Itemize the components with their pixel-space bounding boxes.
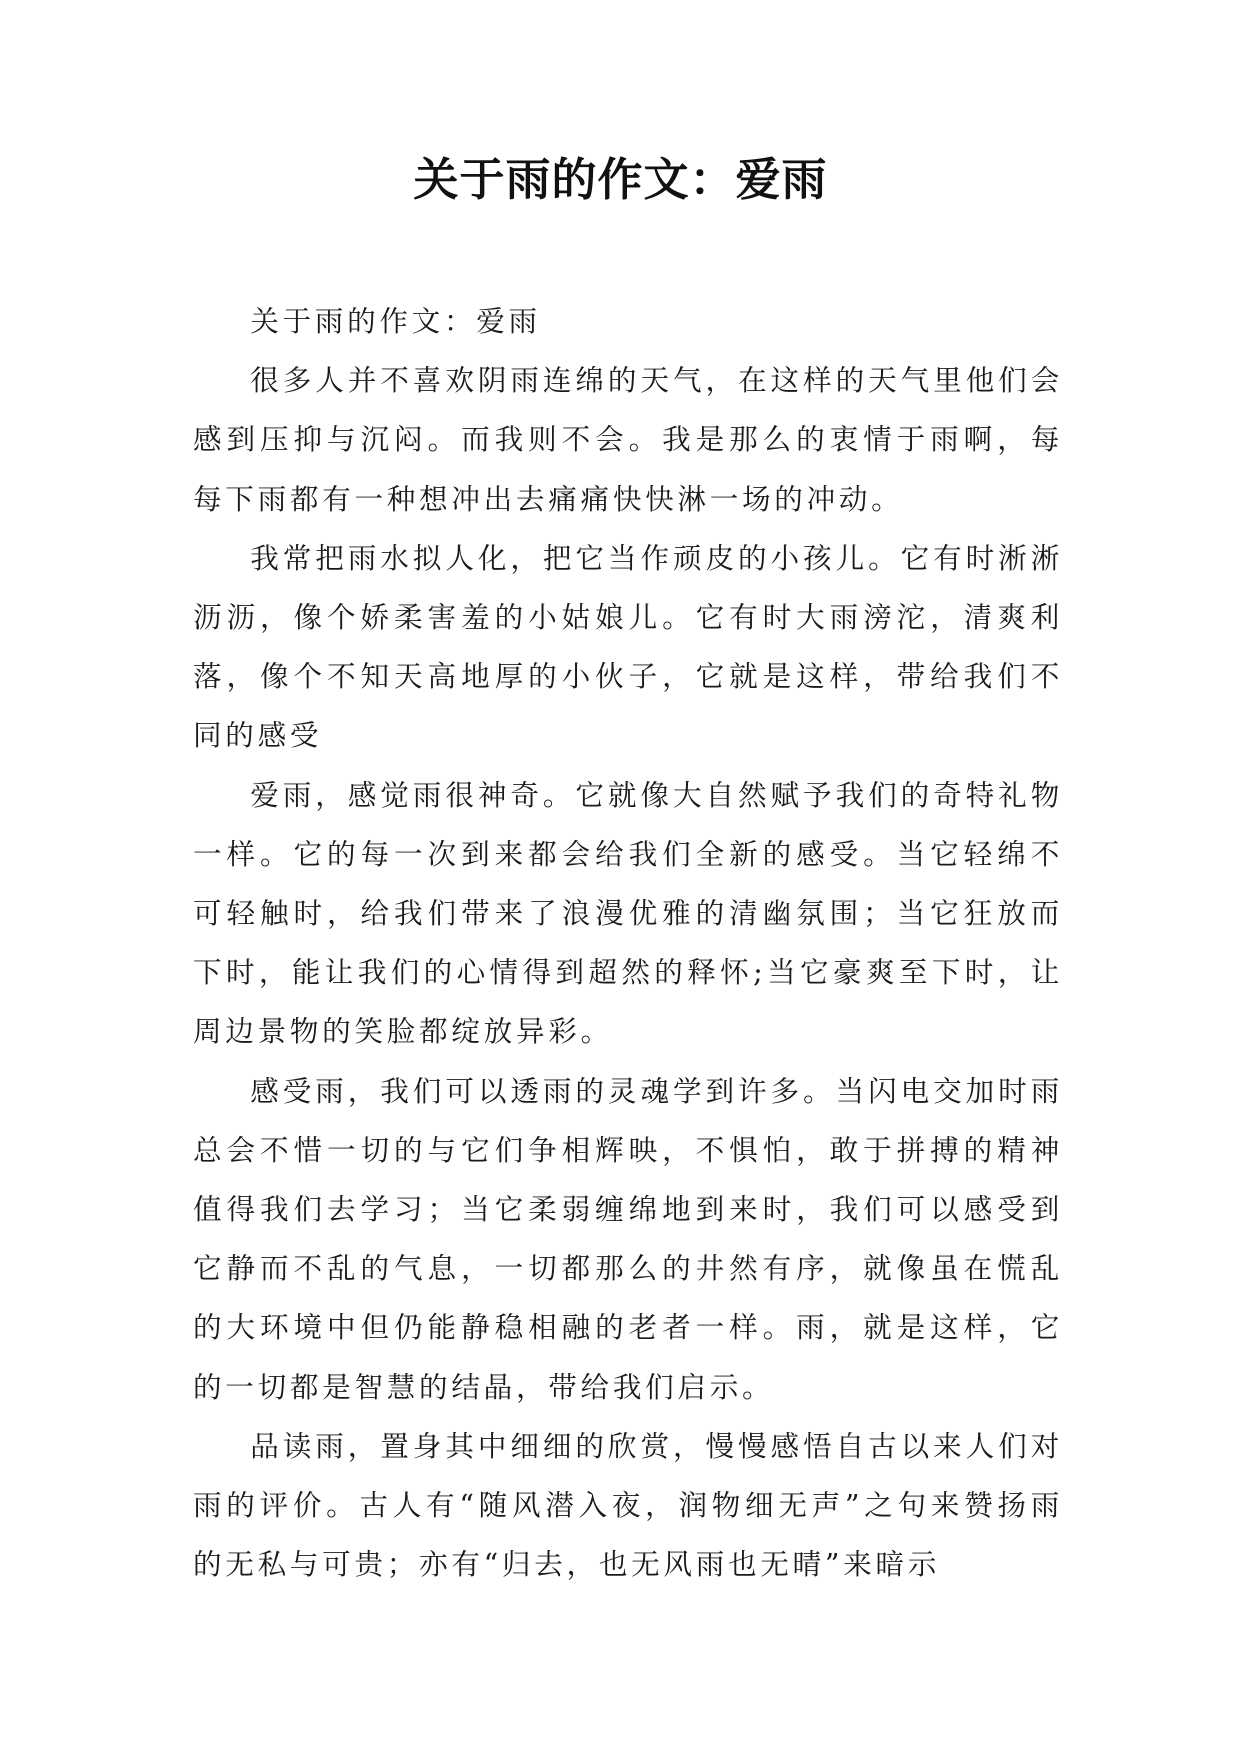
paragraph-feel-rain: 感受雨，我们可以透雨的灵魂学到许多。当闪电交加时雨总会不惜一切的与它们争相辉映，不惧怕，敢于拼搏的精神值得我们去学习；当它柔弱缠绵地到来时，我们可以感受到它静而不乱的气息，一切都那么的井然有序，就像虽在慌乱的大环境中但仍能静稳相融的老者一样。雨，就是这样，它的一切都是智慧的结晶，带给我们启示。 [193,1073,1063,1404]
paragraph-subtitle: 关于雨的作文：爱雨 [250,304,541,338]
document-body [193,292,1063,1594]
paragraph-personification: 我常把雨水拟人化，把它当作顽皮的小孩儿。它有时淅淅沥沥，像个娇柔害羞的小姑娘儿。它有时大雨滂沱，清爽利落，像个不知天高地厚的小伙子，它就是这样，带给我们不同的感受 [193,540,1063,753]
paragraph-intro: 很多人并不喜欢阴雨连绵的天气，在这样的天气里他们会感到压抑与沉闷。而我则不会。我是那么的衷情于雨啊，每每下雨都有一种想冲出去痛痛快快淋一场的冲动。 [193,363,1063,516]
paragraph-love-rain: 爱雨，感觉雨很神奇。它就像大自然赋予我们的奇特礼物一样。它的每一次到来都会给我们全新的感受。当它轻绵不可轻触时，给我们带来了浪漫优雅的清幽氛围；当它狂放而下时，能让我们的心情得到超然的释怀;当它豪爽至下时，让周边景物的笑脸都绽放异彩。 [193,777,1063,1049]
document-title: 关于雨的作文：爱雨 [413,153,828,206]
paragraph-read-rain: 品读雨，置身其中细细的欣赏，慢慢感悟自古以来人们对雨的评价。古人有“随风潜入夜，润物细无声”之句来赞扬雨的无私与可贵；亦有“归去，也无风雨也无晴”来暗示 [193,1428,1063,1582]
